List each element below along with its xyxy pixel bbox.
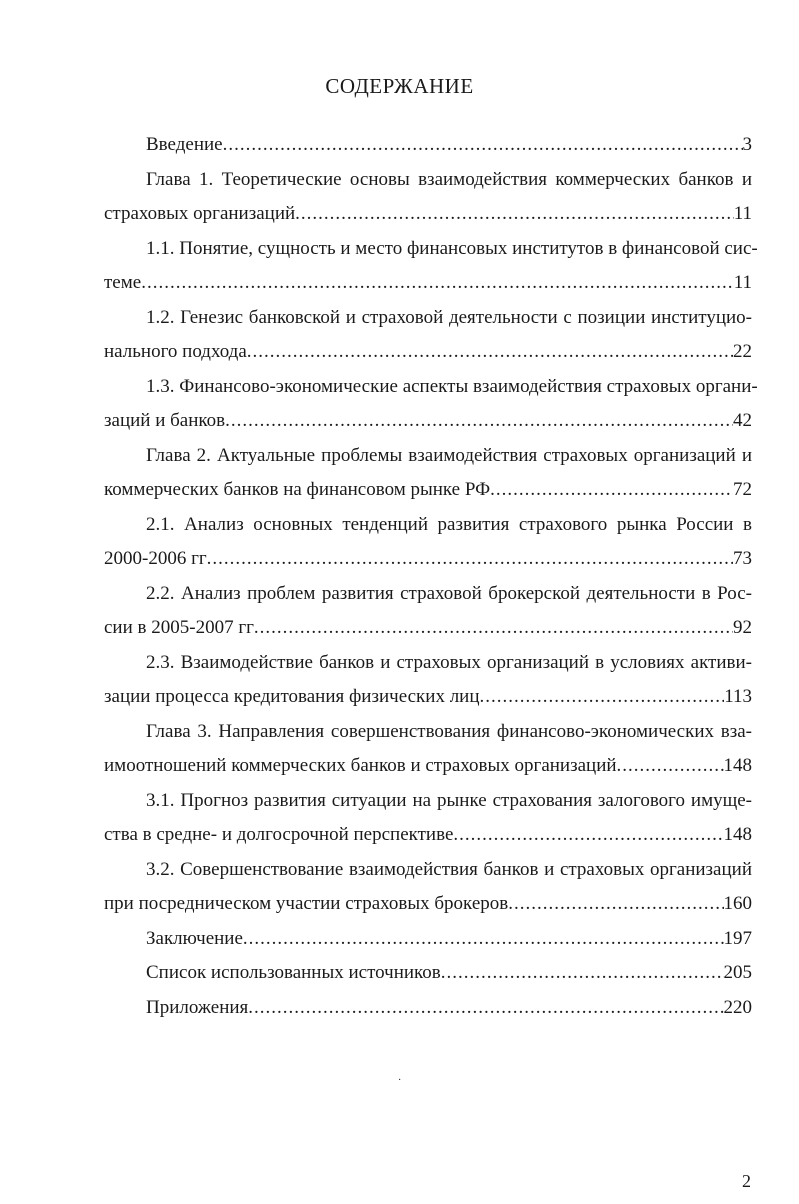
toc-entry-title: 2.3. Взаимодействие банков и страховых организаций в условиях активи- — [146, 651, 752, 673]
toc-entry-section-1-2[interactable] — [104, 301, 752, 370]
toc-entry-chapter-1[interactable] — [104, 163, 752, 232]
toc-entry-title: 1.3. Финансово-экономические аспекты взаимодействия страховых органи- — [146, 375, 758, 397]
page-title: СОДЕРЖАНИЕ — [325, 74, 474, 98]
leader-dots — [207, 542, 733, 577]
toc-entry-section-2-1[interactable] — [104, 508, 752, 577]
toc-entry-title: Введение — [146, 134, 223, 155]
toc-entry-title-continued: заций и банков — [104, 410, 226, 431]
toc-entry-references[interactable] — [104, 956, 752, 991]
toc-entry-section-1-3[interactable] — [104, 370, 758, 439]
toc-entry-page: 11 — [733, 272, 752, 293]
toc-entry-title: Глава 1. Теоретические основы взаимодействия коммерческих банков и — [146, 168, 752, 190]
leader-dots — [254, 611, 733, 646]
toc-entry-section-3-2[interactable] — [104, 853, 752, 922]
stray-mark: · — [398, 1075, 402, 1086]
toc-entry-page: 72 — [733, 479, 752, 500]
toc-entry-title-continued: при посредническом участии страховых брокеров — [104, 893, 509, 914]
leader-dots — [243, 922, 724, 957]
toc-entry-title: Список использованных источников — [146, 962, 441, 983]
toc-entry-page: 3 — [742, 134, 752, 155]
table-of-contents — [104, 128, 758, 1025]
toc-entry-title: Приложения — [146, 996, 249, 1018]
leader-dots — [141, 266, 734, 301]
leader-dots — [508, 887, 723, 922]
toc-entry-page: 113 — [724, 686, 752, 707]
toc-entry-page: 197 — [723, 927, 752, 949]
page-number: 2 — [742, 1171, 751, 1191]
leader-dots — [295, 197, 734, 232]
toc-entry-title: Глава 2. Актуальные проблемы взаимодействия страховых организаций и — [146, 444, 752, 466]
toc-entry-title-continued: теме — [104, 272, 142, 293]
toc-entry-page: 220 — [723, 996, 752, 1018]
leader-dots — [247, 335, 733, 370]
toc-entry-title-continued: сии в 2005-2007 гг — [104, 617, 254, 638]
leader-dots — [225, 404, 733, 439]
toc-entry-page: 148 — [723, 755, 752, 776]
toc-entry-page: 11 — [733, 203, 752, 224]
toc-entry-page: 160 — [723, 893, 752, 914]
toc-entry-title: 1.2. Генезис банковской и страховой деятельности с позиции институцио- — [146, 306, 752, 328]
toc-entry-title-continued: ства в средне- и долгосрочной перспективе — [104, 824, 454, 845]
leader-dots — [490, 473, 733, 508]
toc-entry-introduction[interactable] — [104, 128, 752, 163]
toc-entry-title-continued: имоотношений коммерческих банков и страховых организаций — [104, 755, 617, 776]
toc-entry-section-1-1[interactable] — [104, 232, 758, 301]
toc-entry-section-3-1[interactable] — [104, 784, 752, 853]
toc-entry-title-continued: 2000-2006 гг — [104, 548, 207, 569]
toc-entry-page: 22 — [733, 341, 752, 362]
toc-entry-title-continued: нального подхода — [104, 341, 247, 362]
leader-dots — [248, 991, 723, 1026]
leader-dots — [617, 749, 724, 784]
toc-entry-title: 3.2. Совершенствование взаимодействия банков и страховых организаций — [146, 858, 752, 880]
toc-entry-chapter-3[interactable] — [104, 715, 752, 784]
toc-entry-title: 2.1. Анализ основных тенденций развития страхового рынка России в — [146, 513, 752, 535]
leader-dots — [223, 128, 743, 163]
toc-entry-chapter-2[interactable] — [104, 439, 752, 508]
toc-entry-section-2-3[interactable] — [104, 646, 752, 715]
toc-entry-appendices[interactable] — [104, 991, 752, 1026]
toc-entry-page: 42 — [733, 410, 752, 431]
toc-entry-title-continued: зации процесса кредитования физических лиц — [104, 686, 480, 707]
toc-entry-title: Глава 3. Направления совершенствования финансово-экономических вза- — [146, 720, 752, 742]
toc-entry-title: 3.1. Прогноз развития ситуации на рынке страхования залогового имуще- — [146, 789, 752, 811]
toc-entry-page: 205 — [723, 962, 752, 983]
leader-dots — [453, 818, 723, 853]
toc-entry-section-2-2[interactable] — [104, 577, 752, 646]
leader-dots — [441, 956, 724, 991]
toc-entry-title: Заключение — [146, 927, 243, 949]
leader-dots — [480, 680, 725, 715]
toc-entry-page: 148 — [723, 824, 752, 845]
toc-entry-page: 73 — [733, 548, 752, 569]
toc-entry-title: 2.2. Анализ проблем развития страховой брокерской деятельности в Рос- — [146, 582, 752, 604]
toc-entry-title: 1.1. Понятие, сущность и место финансовых институтов в финансовой сис- — [146, 237, 758, 259]
toc-entry-title-continued: страховых организаций — [104, 203, 296, 224]
toc-entry-conclusion[interactable] — [104, 922, 752, 957]
toc-entry-page: 92 — [733, 617, 752, 638]
toc-entry-title-continued: коммерческих банков на финансовом рынке РФ — [104, 479, 491, 500]
